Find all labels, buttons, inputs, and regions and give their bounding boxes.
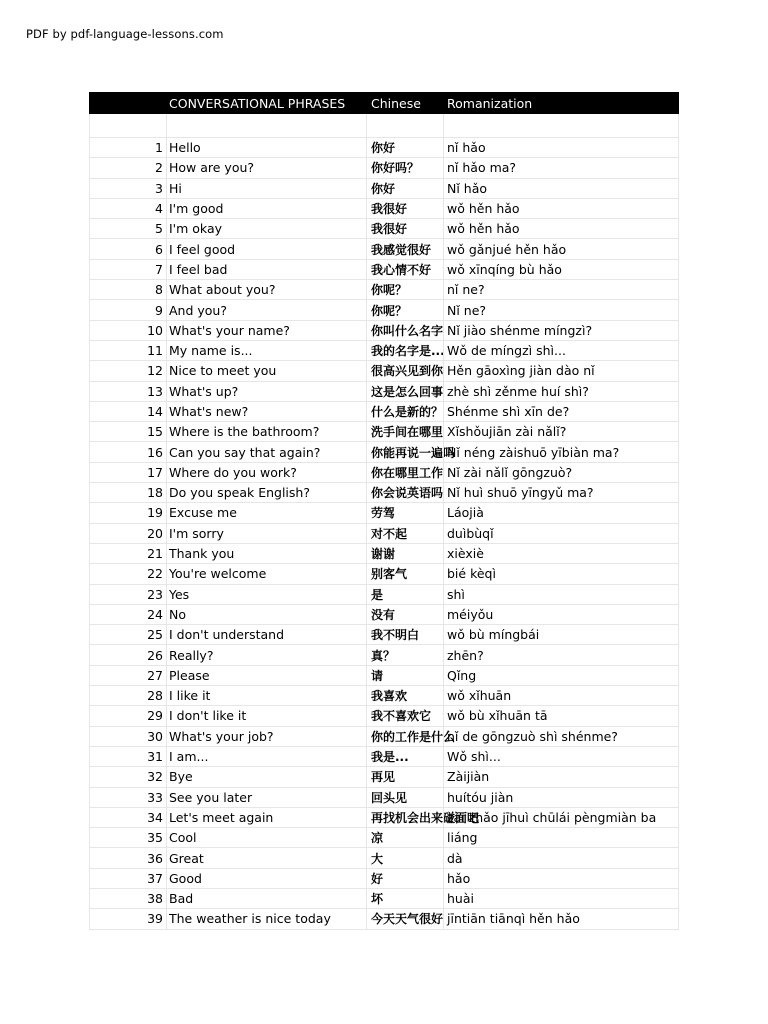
table-row xyxy=(89,239,679,259)
row-romanization: nǐ ne? xyxy=(443,280,679,299)
row-english: Bye xyxy=(166,767,366,786)
row-english: What's your job? xyxy=(166,727,366,746)
table-row xyxy=(89,828,679,848)
row-index: 20 xyxy=(89,524,166,543)
row-romanization: wǒ xǐhuān xyxy=(443,686,679,705)
row-romanization: nǐ de gōngzuò shì shénme? xyxy=(443,727,679,746)
row-english: What's new? xyxy=(166,402,366,421)
row-chinese: 你的工作是什么 xyxy=(366,727,443,746)
row-chinese: 我喜欢 xyxy=(366,686,443,705)
row-english: Please xyxy=(166,666,366,685)
row-index: 15 xyxy=(89,422,166,441)
phrases-table xyxy=(89,92,679,930)
row-index: 10 xyxy=(89,321,166,340)
row-english: Hi xyxy=(166,179,366,198)
row-index: 6 xyxy=(89,239,166,258)
row-romanization: zài zhǎo jīhuì chūlái pèngmiàn ba xyxy=(443,808,679,827)
row-chinese: 我感觉很好 xyxy=(366,239,443,258)
table-row xyxy=(89,442,679,462)
row-index: 24 xyxy=(89,605,166,624)
row-romanization: wǒ hěn hǎo xyxy=(443,219,679,238)
row-english: Nice to meet you xyxy=(166,361,366,380)
row-romanization: Qǐng xyxy=(443,666,679,685)
row-english: Where do you work? xyxy=(166,463,366,482)
row-romanization: xièxiè xyxy=(443,544,679,563)
row-romanization: Xǐshǒujiān zài nǎlǐ? xyxy=(443,422,679,441)
row-chinese: 再找机会出来碰面吧 xyxy=(366,808,443,827)
table-row xyxy=(89,605,679,625)
row-romanization: duìbùqǐ xyxy=(443,524,679,543)
row-chinese: 什么是新的？ xyxy=(366,402,443,421)
table-row xyxy=(89,280,679,300)
row-index: 5 xyxy=(89,219,166,238)
row-index: 30 xyxy=(89,727,166,746)
row-chinese: 坏 xyxy=(366,889,443,908)
table-row xyxy=(89,585,679,605)
row-english: Great xyxy=(166,848,366,867)
row-english: I'm okay xyxy=(166,219,366,238)
table-row xyxy=(89,422,679,442)
row-chinese: 我很好 xyxy=(366,219,443,238)
row-english: See you later xyxy=(166,788,366,807)
table-header-row xyxy=(89,92,679,114)
row-chinese: 是 xyxy=(366,585,443,604)
row-chinese: 劳驾 xyxy=(366,503,443,522)
row-index: 16 xyxy=(89,442,166,461)
row-romanization: Nǐ huì shuō yīngyǔ ma? xyxy=(443,483,679,502)
table-row xyxy=(89,727,679,747)
row-chinese: 我心情不好 xyxy=(366,260,443,279)
row-english: The weather is nice today xyxy=(166,909,366,928)
row-english: Yes xyxy=(166,585,366,604)
row-chinese: 我很好 xyxy=(366,199,443,218)
header-index xyxy=(89,92,166,114)
row-index: 8 xyxy=(89,280,166,299)
row-index: 9 xyxy=(89,300,166,319)
row-chinese: 你好吗？ xyxy=(366,158,443,177)
row-english: My name is... xyxy=(166,341,366,360)
row-chinese: 回头见 xyxy=(366,788,443,807)
row-index: 38 xyxy=(89,889,166,908)
table-row xyxy=(89,686,679,706)
table-row xyxy=(89,909,679,929)
table-row xyxy=(89,869,679,889)
row-romanization: dà xyxy=(443,848,679,867)
row-index: 23 xyxy=(89,585,166,604)
row-chinese: 今天天气很好 xyxy=(366,909,443,928)
row-index: 3 xyxy=(89,179,166,198)
table-row xyxy=(89,138,679,158)
row-chinese: 凉 xyxy=(366,828,443,847)
document-header: PDF by pdf-language-lessons.com xyxy=(26,27,224,41)
row-chinese: 好 xyxy=(366,869,443,888)
row-romanization: zhè shì zěnme huí shì? xyxy=(443,382,679,401)
row-index: 13 xyxy=(89,382,166,401)
row-chinese: 你呢？ xyxy=(366,280,443,299)
row-chinese: 洗手间在哪里 xyxy=(366,422,443,441)
table-row xyxy=(89,199,679,219)
row-romanization: Wǒ de míngzì shì... xyxy=(443,341,679,360)
row-index: 2 xyxy=(89,158,166,177)
row-index: 35 xyxy=(89,828,166,847)
table-row xyxy=(89,544,679,564)
row-romanization: Hěn gāoxìng jiàn dào nǐ xyxy=(443,361,679,380)
table-row xyxy=(89,503,679,523)
row-romanization: liáng xyxy=(443,828,679,847)
row-english: What about you? xyxy=(166,280,366,299)
row-index: 1 xyxy=(89,138,166,157)
table-row xyxy=(89,483,679,503)
table-row xyxy=(89,767,679,787)
row-romanization: Zàijiàn xyxy=(443,767,679,786)
row-english: I'm good xyxy=(166,199,366,218)
row-romanization: Nǐ zài nǎlǐ gōngzuò? xyxy=(443,463,679,482)
row-index: 21 xyxy=(89,544,166,563)
table-row xyxy=(89,260,679,280)
row-romanization: Shénme shì xīn de? xyxy=(443,402,679,421)
table-row xyxy=(89,666,679,686)
row-english: Good xyxy=(166,869,366,888)
row-english: I don't like it xyxy=(166,706,366,725)
table-body xyxy=(89,138,679,930)
row-romanization: wǒ xīnqíng bù hǎo xyxy=(443,260,679,279)
table-row xyxy=(89,747,679,767)
table-row xyxy=(89,564,679,584)
row-chinese: 谢谢 xyxy=(366,544,443,563)
row-index: 14 xyxy=(89,402,166,421)
row-chinese: 别客气 xyxy=(366,564,443,583)
row-english: Thank you xyxy=(166,544,366,563)
blank-row xyxy=(89,114,679,138)
row-english: I'm sorry xyxy=(166,524,366,543)
table-row xyxy=(89,889,679,909)
row-english: I am... xyxy=(166,747,366,766)
row-english: Excuse me xyxy=(166,503,366,522)
row-english: Really? xyxy=(166,645,366,664)
table-row xyxy=(89,382,679,402)
row-chinese: 我的名字是... xyxy=(366,341,443,360)
row-english: I feel bad xyxy=(166,260,366,279)
row-chinese: 我是... xyxy=(366,747,443,766)
table-row xyxy=(89,524,679,544)
row-chinese: 你在哪里工作 xyxy=(366,463,443,482)
row-romanization: Wǒ shì... xyxy=(443,747,679,766)
row-english: No xyxy=(166,605,366,624)
row-english: Do you speak English? xyxy=(166,483,366,502)
row-index: 34 xyxy=(89,808,166,827)
table-row xyxy=(89,361,679,381)
row-chinese: 你能再说一遍吗 xyxy=(366,442,443,461)
row-english: I feel good xyxy=(166,239,366,258)
table-row xyxy=(89,706,679,726)
row-chinese: 真？ xyxy=(366,645,443,664)
row-index: 12 xyxy=(89,361,166,380)
row-index: 36 xyxy=(89,848,166,867)
row-chinese: 你叫什么名字 xyxy=(366,321,443,340)
table-row xyxy=(89,300,679,320)
row-romanization: wǒ bù míngbái xyxy=(443,625,679,644)
table-row xyxy=(89,341,679,361)
row-chinese: 对不起 xyxy=(366,524,443,543)
row-index: 19 xyxy=(89,503,166,522)
row-index: 39 xyxy=(89,909,166,928)
row-chinese: 你好 xyxy=(366,138,443,157)
row-index: 37 xyxy=(89,869,166,888)
row-chinese: 我不明白 xyxy=(366,625,443,644)
row-index: 26 xyxy=(89,645,166,664)
table-row xyxy=(89,219,679,239)
row-romanization: Nǐ hǎo xyxy=(443,179,679,198)
table-row xyxy=(89,625,679,645)
row-romanization: nǐ hǎo ma? xyxy=(443,158,679,177)
table-row xyxy=(89,321,679,341)
table-row xyxy=(89,158,679,178)
row-romanization: hǎo xyxy=(443,869,679,888)
row-index: 11 xyxy=(89,341,166,360)
row-english: I like it xyxy=(166,686,366,705)
table-row xyxy=(89,179,679,199)
row-romanization: shì xyxy=(443,585,679,604)
row-english: What's up? xyxy=(166,382,366,401)
table-row xyxy=(89,848,679,868)
row-romanization: nǐ hǎo xyxy=(443,138,679,157)
row-index: 17 xyxy=(89,463,166,482)
row-chinese: 你呢？ xyxy=(366,300,443,319)
row-english: Let's meet again xyxy=(166,808,366,827)
row-index: 27 xyxy=(89,666,166,685)
row-english: You're welcome xyxy=(166,564,366,583)
row-index: 31 xyxy=(89,747,166,766)
row-index: 29 xyxy=(89,706,166,725)
header-romanization: Romanization xyxy=(443,92,679,114)
row-english: And you? xyxy=(166,300,366,319)
row-romanization: méiyǒu xyxy=(443,605,679,624)
row-chinese: 再见 xyxy=(366,767,443,786)
row-chinese: 你好 xyxy=(366,179,443,198)
row-romanization: jīntiān tiānqì hěn hǎo xyxy=(443,909,679,928)
table-row xyxy=(89,402,679,422)
row-chinese: 你会说英语吗 xyxy=(366,483,443,502)
row-english: How are you? xyxy=(166,158,366,177)
row-romanization: wǒ hěn hǎo xyxy=(443,199,679,218)
header-phrase: CONVERSATIONAL PHRASES xyxy=(166,92,366,114)
row-index: 25 xyxy=(89,625,166,644)
row-chinese: 没有 xyxy=(366,605,443,624)
row-english: Can you say that again? xyxy=(166,442,366,461)
table-row xyxy=(89,808,679,828)
row-index: 32 xyxy=(89,767,166,786)
row-index: 7 xyxy=(89,260,166,279)
row-index: 4 xyxy=(89,199,166,218)
row-romanization: zhēn? xyxy=(443,645,679,664)
row-chinese: 很高兴见到你 xyxy=(366,361,443,380)
row-romanization: huítóu jiàn xyxy=(443,788,679,807)
header-chinese: Chinese xyxy=(366,92,443,114)
row-english: What's your name? xyxy=(166,321,366,340)
row-romanization: Nǐ jiào shénme míngzì? xyxy=(443,321,679,340)
row-romanization: wǒ gǎnjué hěn hǎo xyxy=(443,239,679,258)
row-index: 18 xyxy=(89,483,166,502)
row-romanization: Nǐ néng zàishuō yībiàn ma? xyxy=(443,442,679,461)
row-chinese: 我不喜欢它 xyxy=(366,706,443,725)
row-romanization: wǒ bù xǐhuān tā xyxy=(443,706,679,725)
row-english: I don't understand xyxy=(166,625,366,644)
row-english: Hello xyxy=(166,138,366,157)
row-chinese: 这是怎么回事 xyxy=(366,382,443,401)
row-english: Cool xyxy=(166,828,366,847)
row-romanization: Nǐ ne? xyxy=(443,300,679,319)
row-romanization: Láojià xyxy=(443,503,679,522)
row-index: 33 xyxy=(89,788,166,807)
row-english: Bad xyxy=(166,889,366,908)
row-romanization: bié kèqì xyxy=(443,564,679,583)
table-row xyxy=(89,788,679,808)
table-row xyxy=(89,645,679,665)
row-index: 22 xyxy=(89,564,166,583)
row-english: Where is the bathroom? xyxy=(166,422,366,441)
row-romanization: huài xyxy=(443,889,679,908)
table-row xyxy=(89,463,679,483)
row-chinese: 大 xyxy=(366,848,443,867)
row-index: 28 xyxy=(89,686,166,705)
row-chinese: 请 xyxy=(366,666,443,685)
